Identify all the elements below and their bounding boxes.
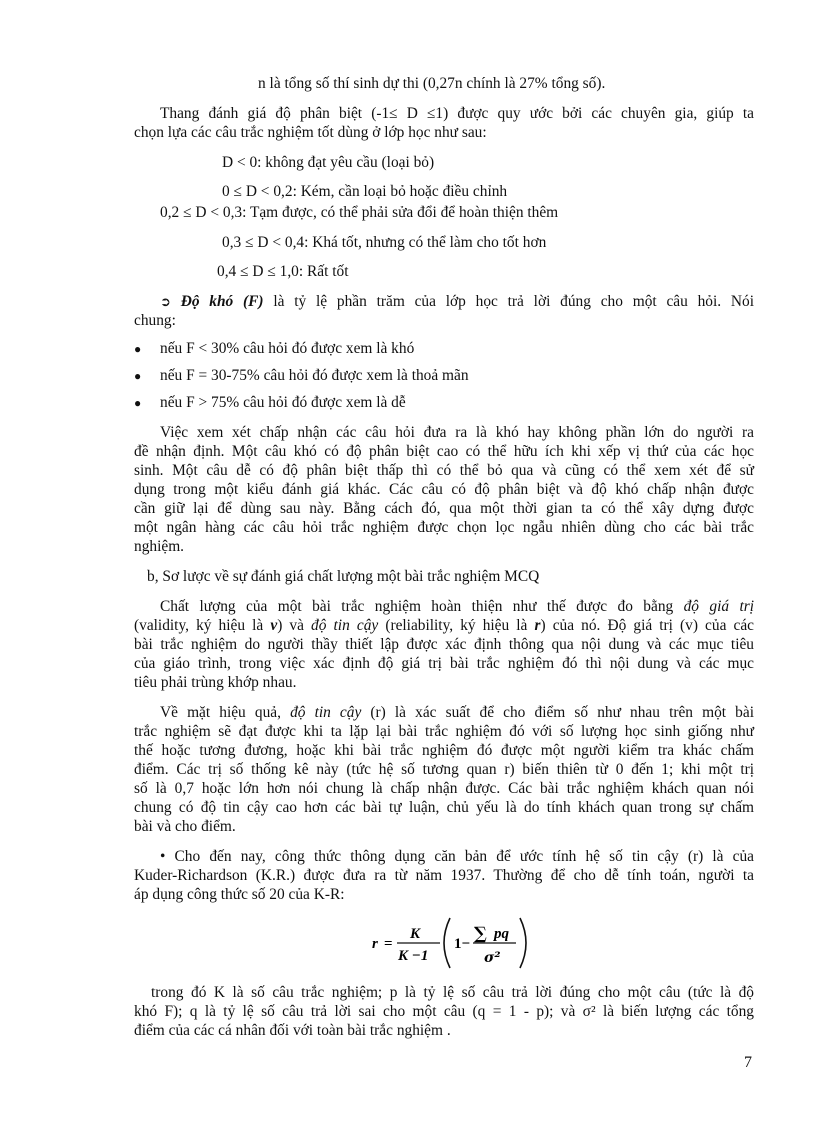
text-line: chung có độ tin cậy cao hơn các bài tự luận, chủ yếu là do tính khách quan trong sự chấm [134,799,754,816]
formula-k-numerator: K [410,926,421,942]
text-line: số là 0,7 hoặc lớn hơn nói chung là chấp nhận được. Các bài trắc nghiệm khách quan nói [134,780,754,797]
right-paren [520,918,526,968]
kr20-formula [370,912,540,972]
formula-sigma2: σ² [484,950,501,966]
text-line: điểm của các cá nhân đối với toàn bài trắc nghiệm . [134,1022,451,1039]
difficulty-definition: ➲ Độ khó (F) là tỷ lệ phần trăm của lớp học trả lời đúng cho một câu hỏi. Nói [160,293,754,310]
bullet-icon: ● [134,369,142,383]
emphasis: độ giá trị [683,598,754,615]
section-heading: b, Sơ lược về sự đánh giá chất lượng một bài trắc nghiệm MCQ [147,568,540,585]
text-line: bài trắc nghiệm do người thầy thiết lập được xác định thông qua nội dung và các mục tiêu [134,636,754,653]
emphasis: độ tin cậy [290,704,362,721]
text-line: đề nhận định. Một câu khó có độ phân biệt cao có thể hữu ích khi xếp vị thứ của các học [134,443,754,460]
text-line: của giáo trình, trong việc xác định độ giá trị bài trắc nghiệm đó thì nội dung và các mục [134,655,754,672]
text-line: trong đó K là số câu trắc nghiệm; p là tỷ lệ số câu trả lời đúng cho một câu (tức là độ [151,984,754,1001]
text-line: chọn lựa các câu trắc nghiệm tốt dùng ở lớp học như sau: [134,124,487,141]
text-line: • Cho đến nay, công thức thông dụng căn bản để ước tính hệ số tin cậy (r) là của [160,848,754,865]
page-number: 7 [744,1054,752,1071]
formula-one-minus: 1− [454,936,471,952]
scale-item: 0,3 ≤ D < 0,4: Khá tốt, nhưng có thể làm cho tốt hơn [222,234,547,251]
bullet-icon: ● [134,396,142,410]
text-line: điểm. Các trị số thống kê này (tức hệ số tương quan r) biến thiên từ 0 đến 1; khi một trị [134,761,754,778]
formula-r: r [372,936,378,952]
list-item: nếu F = 30-75% câu hỏi đó được xem là thoả mãn [160,367,469,384]
text-line: Về mặt hiệu quả, độ tin cậy (r) là xác suất để cho điểm số như nhau trên một bài [160,704,754,721]
scale-item: D < 0: không đạt yêu cầu (loại bỏ) [222,154,435,171]
text-line: chung: [134,312,176,329]
list-item: nếu F < 30% câu hỏi đó được xem là khó [160,340,415,357]
text-line: tiêu phải trùng khớp nhau. [134,674,297,691]
scale-item: 0,2 ≤ D < 0,3: Tạm được, có thể phải sửa đổi để hoàn thiện thêm [160,204,559,221]
text-line: n là tổng số thí sinh dự thi (0,27n chính là 27% tổng số). [258,75,606,92]
emphasis: độ tin cậy [311,617,379,634]
left-paren [444,918,450,968]
formula-pq: pq [494,926,509,942]
formula-equals: = [384,936,393,952]
arrow-icon: ➲ [160,295,171,310]
text-line: thế hoặc tương đương, hoặc khi bài trắc nghiệm đó được một người kiểm tra khác chấm [134,742,754,759]
text-line: (validity, ký hiệu là v) và độ tin cậy (reliability, ký hiệu là r) của nó. Độ giá trị (v) của các [134,617,755,634]
sum-symbol: ∑ [474,924,487,944]
text-line: áp dụng công thức số 20 của K-R: [134,886,345,903]
list-item: nếu F > 75% câu hỏi đó được xem là dễ [160,394,406,411]
formula-k-denominator: K −1 [398,948,429,964]
text-line: Thang đánh giá độ phân biệt (-1≤ D ≤1) được quy ước bởi các chuyên gia, giúp ta [160,105,754,122]
text-line: nghiệm. [134,538,185,555]
scale-item: 0 ≤ D < 0,2: Kém, cần loại bỏ hoặc điều chỉnh [222,183,508,200]
difficulty-term: Độ khó (F) [180,293,264,310]
text-line: Kuder-Richardson (K.R.) được đưa ra từ năm 1937. Thường để cho dễ tính toán, người ta [134,867,754,884]
text-line: bài và cho điểm. [134,818,236,835]
text-line: một ngân hàng các câu hỏi trắc nghiệm được chọn lọc ngẫu nhiên dùng cho các bài trắc [134,519,754,536]
text-line: cần giữ lại để dùng sau này. Bằng cách đó, qua một thời gian ta có thể xây dựng được [134,500,754,517]
text-line: Chất lượng của một bài trắc nghiệm hoàn thiện như thế được đo bằng độ giá trị [160,598,754,615]
text-line: khó F); q là tỷ lệ số câu trả lời sai cho một câu (q = 1 - p); và σ² là biến lượng các tổng [134,1003,754,1020]
bullet-icon: ● [134,342,142,356]
text-line: trắc nghiệm sẽ đạt được khi ta lặp lại bài trắc nghiệm đó với số lượng học sinh giống như [134,723,754,740]
text-line: dụng trong một kiểu đánh giá khác. Các câu có độ phân biệt và độ khó chấp nhận được [134,481,754,498]
text-line: Việc xem xét chấp nhận các câu hỏi đưa ra là khó hay không phần lớn do người ra [160,424,754,441]
text-line: sinh. Một câu dễ có độ phân biệt thấp thì có thể bỏ qua và cũng có thể xem xét để sử [134,462,754,479]
scale-item: 0,4 ≤ D ≤ 1,0: Rất tốt [217,263,349,280]
